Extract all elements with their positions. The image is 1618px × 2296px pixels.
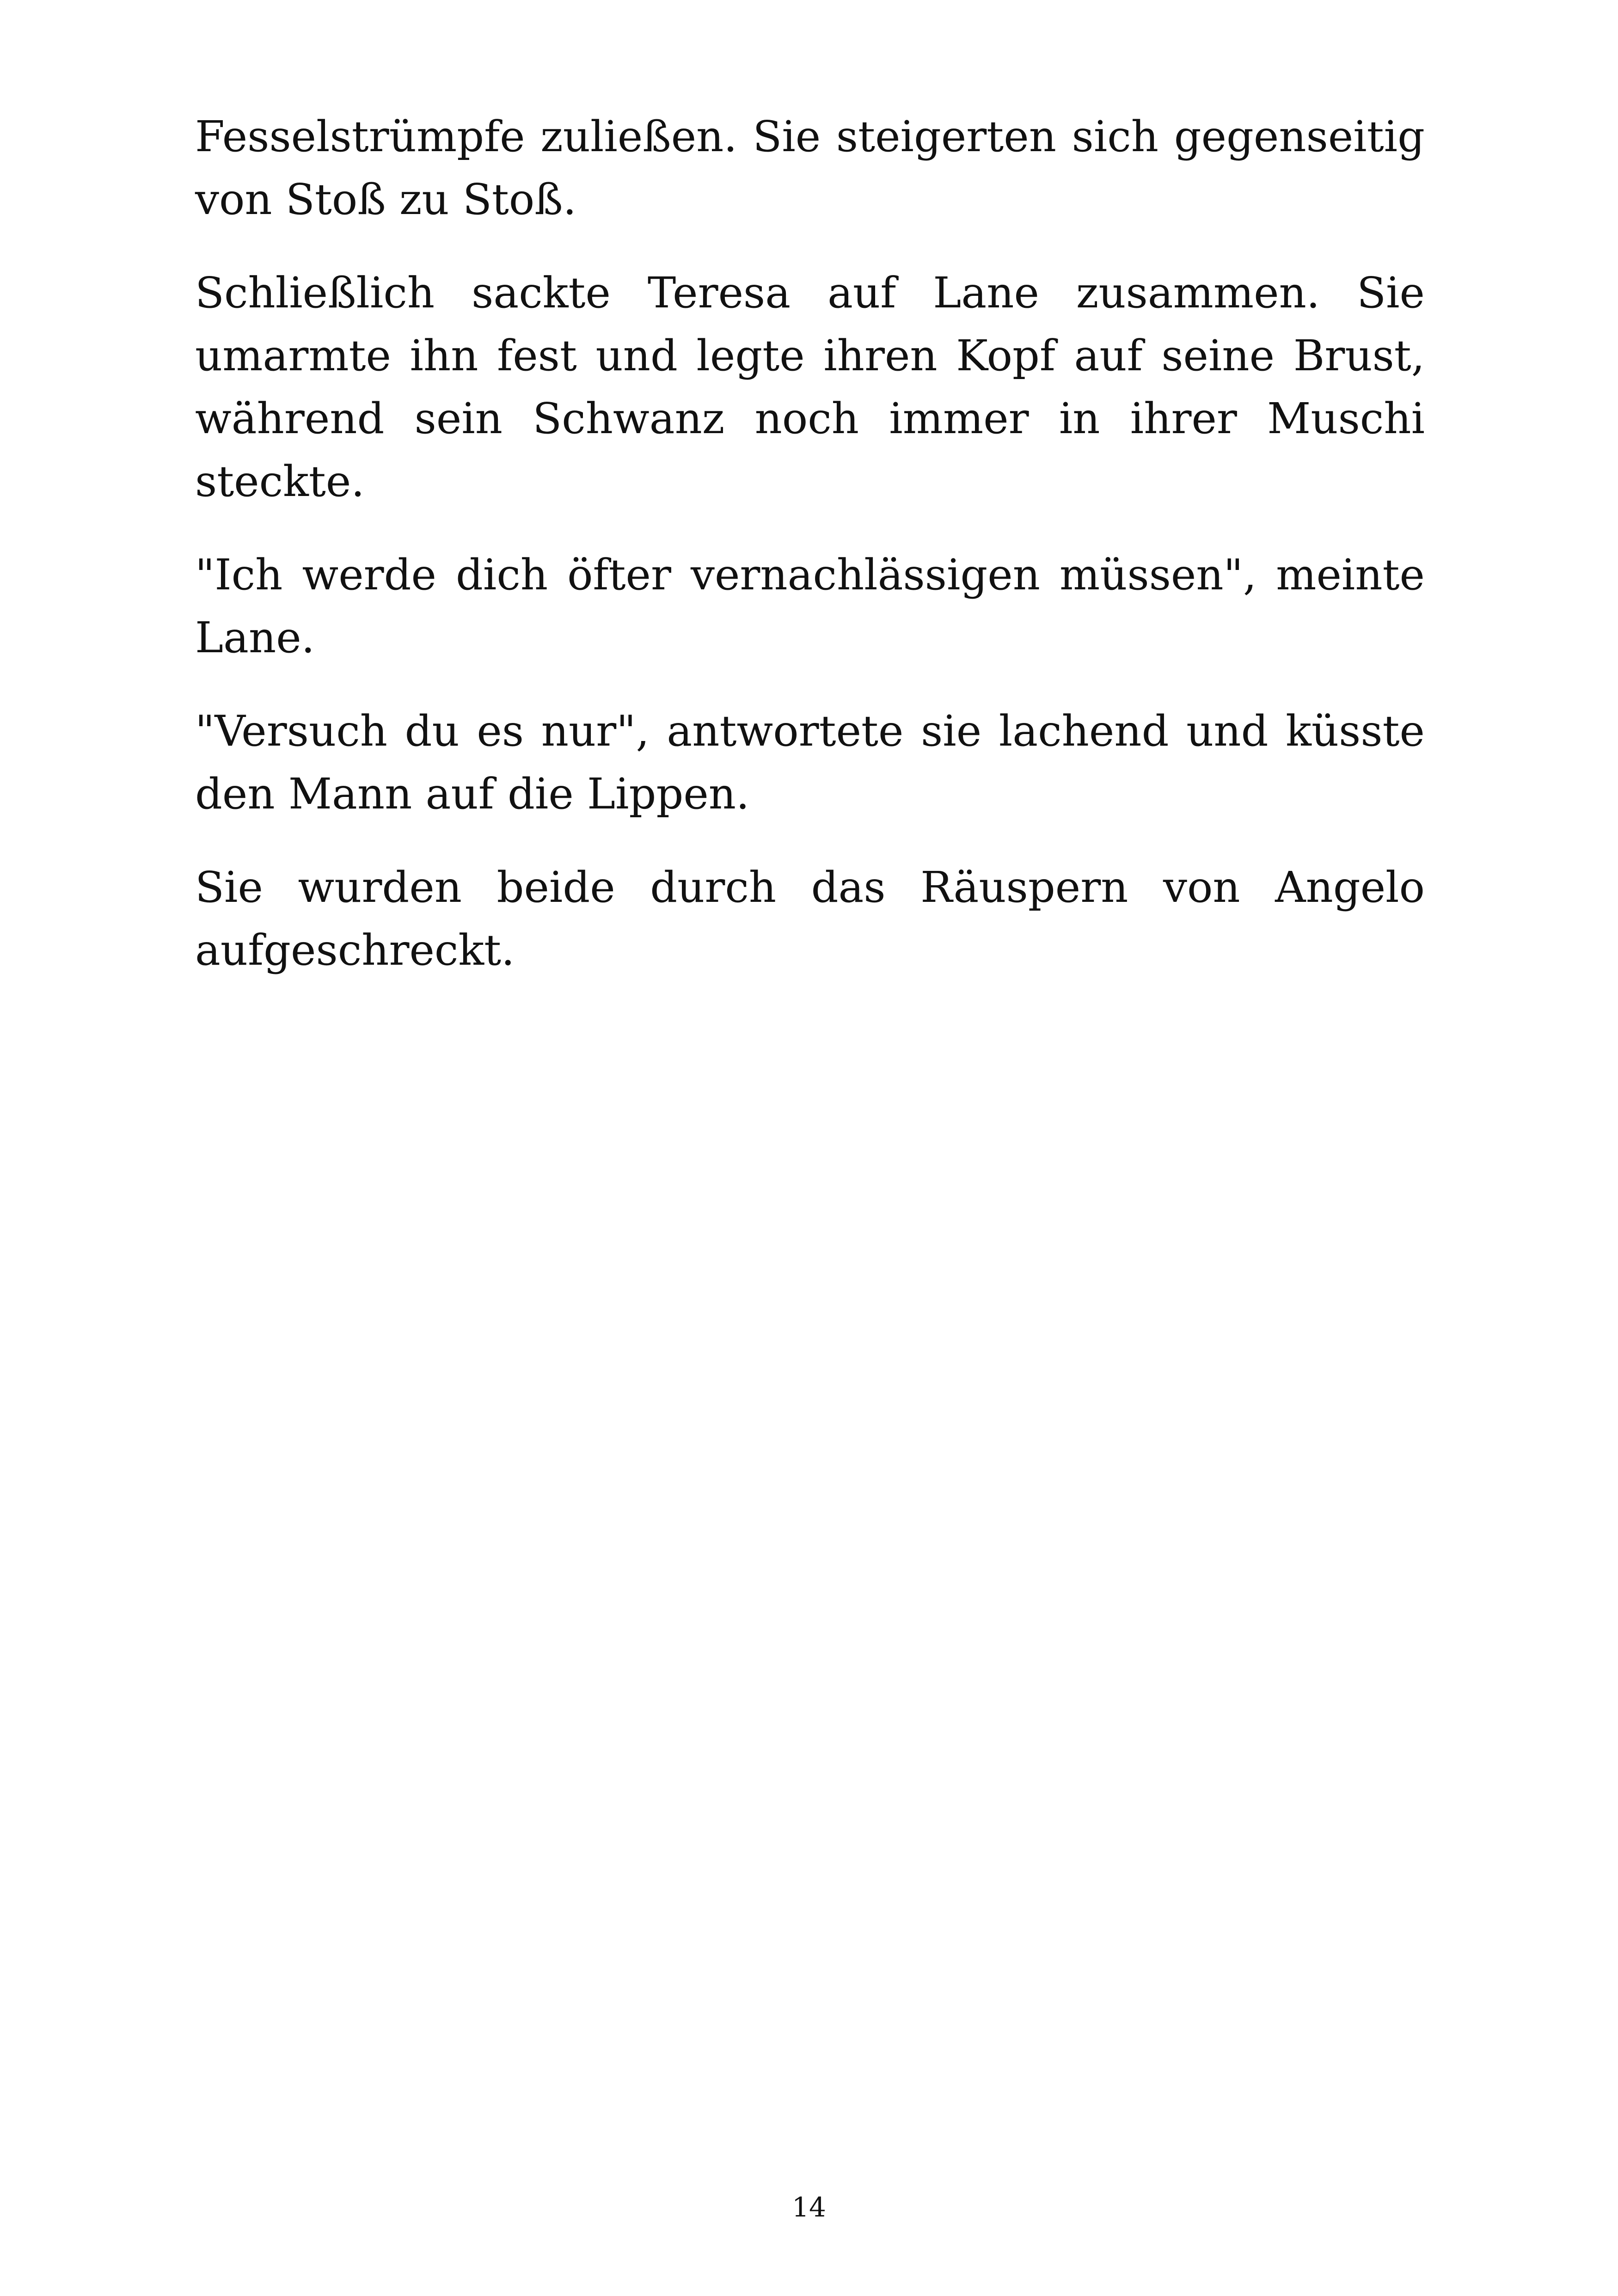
paragraph: Sie wurden beide durch das Räuspern von Angelo aufgeschreckt. xyxy=(195,863,1425,975)
paragraph: "Versuch du es nur", antwortete sie lachend und küsste den Mann auf die Lippen. xyxy=(195,706,1425,819)
page-number: 14 xyxy=(792,2192,826,2223)
body-text xyxy=(195,105,1425,1012)
paragraph: Schließlich sackte Teresa auf Lane zusammen. Sie umarmte ihn fest und legte ihren Kopf auf seine Brust, während sein Schwanz noch immer in ihrer Muschi steckte. xyxy=(195,268,1425,506)
paragraph: Fesselstrümpfe zuließen. Sie steigerten sich gegenseitig von Stoß zu Stoß. xyxy=(195,112,1425,224)
paragraph: "Ich werde dich öfter vernachlässigen müssen", meinte Lane. xyxy=(195,550,1425,662)
